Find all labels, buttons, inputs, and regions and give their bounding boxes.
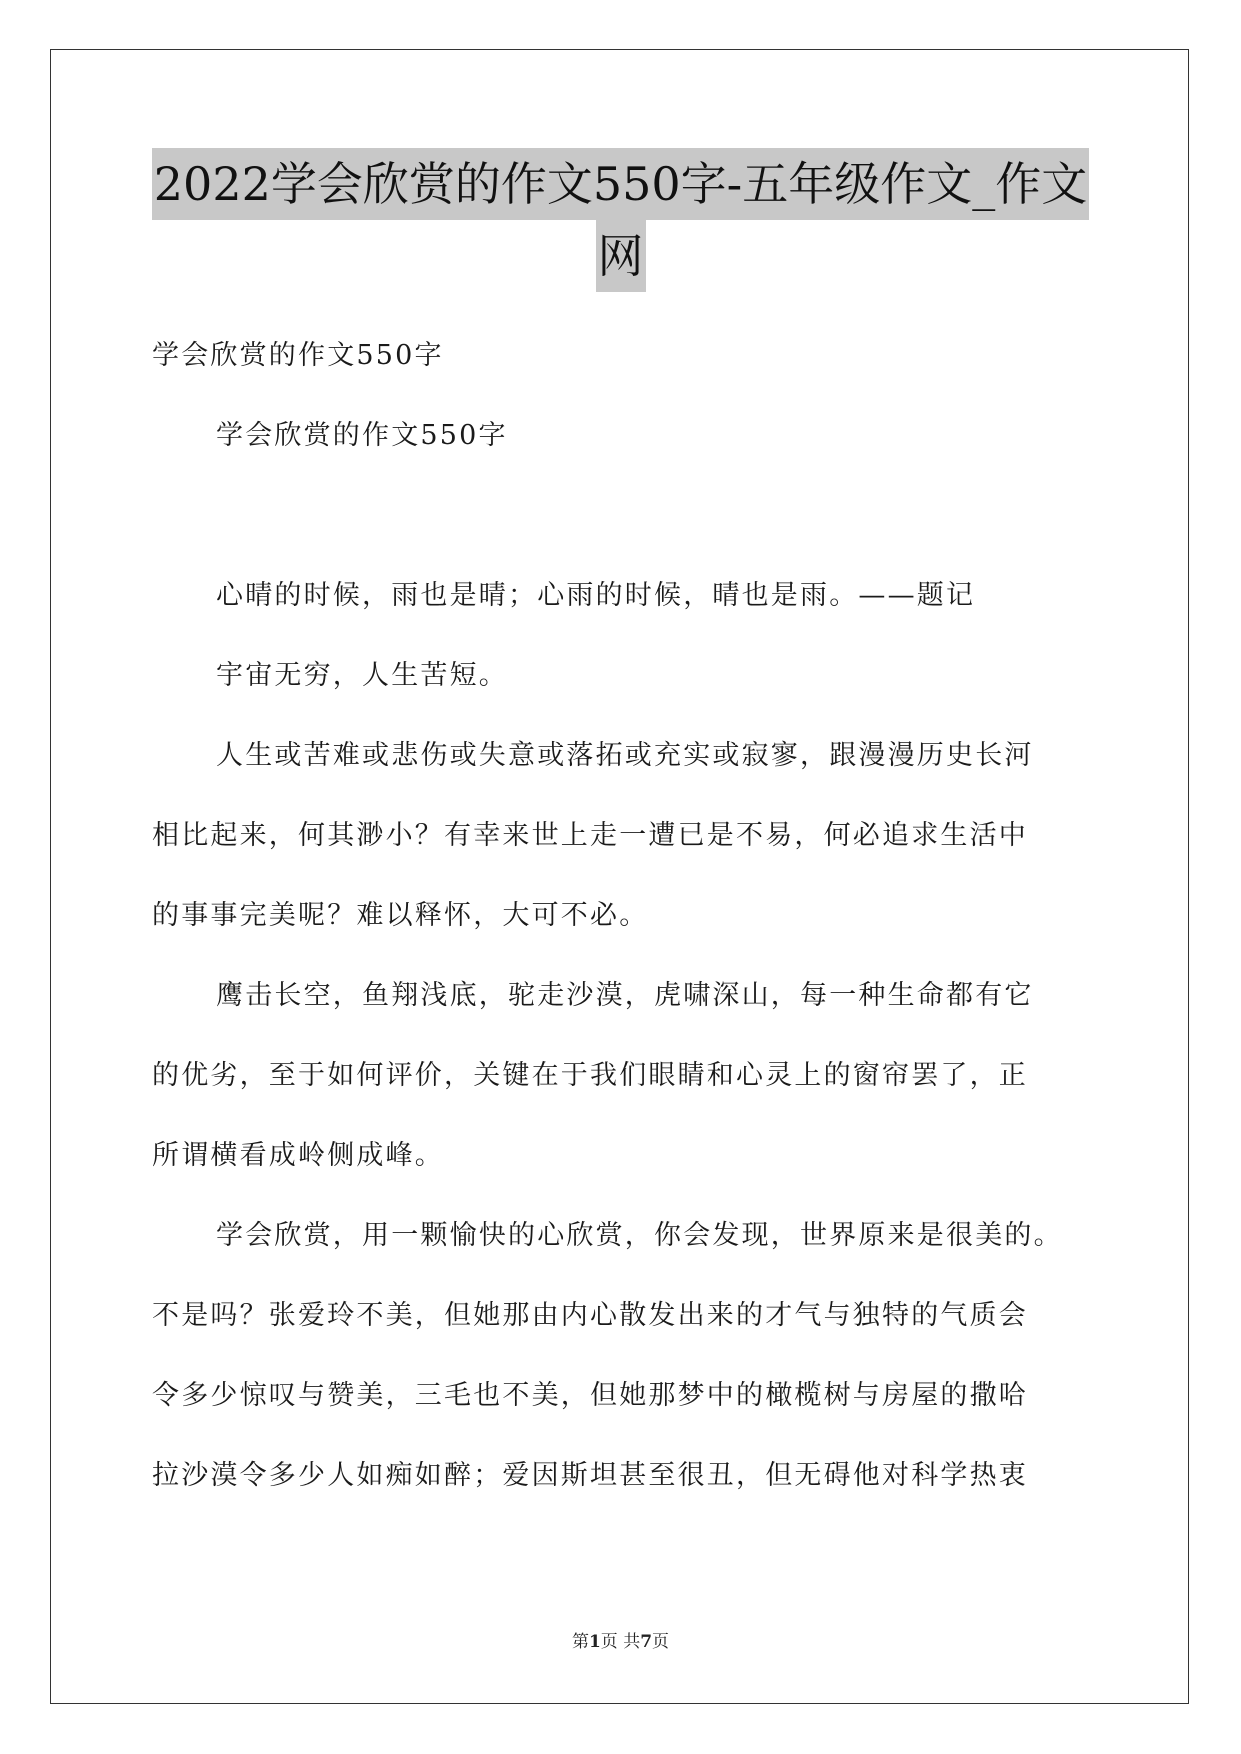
- footer-total-pages: 7: [640, 1632, 653, 1652]
- footer-page-number: 1: [588, 1632, 601, 1652]
- paragraph-line: 相比起来，何其渺小？有幸来世上走一遭已是不易，何必追求生活中: [152, 820, 1028, 851]
- document-title: [100, 148, 1141, 292]
- paragraph-line: 鹰击长空，鱼翔浅底，驼走沙漠，虎啸深山，每一种生命都有它: [216, 980, 1034, 1011]
- paragraph-line: 人生或苦难或悲伤或失意或落拓或充实或寂寥，跟漫漫历史长河: [216, 740, 1034, 771]
- paragraph-line: 学会欣赏，用一颗愉快的心欣赏，你会发现，世界原来是很美的。: [216, 1220, 1063, 1251]
- footer-suffix: 页: [652, 1632, 670, 1652]
- title-line-2: 网: [596, 220, 646, 292]
- title-line-1: 2022学会欣赏的作文550字-五年级作文_作文: [152, 148, 1089, 220]
- subtitle: 学会欣赏的作文550字: [152, 340, 444, 371]
- footer-prefix: 第: [571, 1632, 589, 1652]
- subtitle-indented: 学会欣赏的作文550字: [216, 420, 508, 451]
- paragraph-line: 所谓横看成岭侧成峰。: [152, 1140, 444, 1171]
- footer-mid: 页 共: [600, 1632, 641, 1652]
- paragraph-line: 的优劣，至于如何评价，关键在于我们眼睛和心灵上的窗帘罢了，正: [152, 1060, 1028, 1091]
- paragraph-line: 宇宙无穷，人生苦短。: [216, 660, 508, 691]
- epigraph-line: 心晴的时候，雨也是晴；心雨的时候，晴也是雨。——题记: [216, 580, 976, 611]
- paragraph-line: 拉沙漠令多少人如痴如醉；爱因斯坦甚至很丑，但无碍他对科学热衷: [152, 1460, 1028, 1491]
- page-footer: [0, 1627, 1241, 1652]
- paragraph-line: 令多少惊叹与赞美，三毛也不美，但她那梦中的橄榄树与房屋的撒哈: [152, 1380, 1028, 1411]
- paragraph-line: 不是吗？张爱玲不美，但她那由内心散发出来的才气与独特的气质会: [152, 1300, 1028, 1331]
- paragraph-line: 的事事完美呢？难以释怀，大可不必。: [152, 900, 649, 931]
